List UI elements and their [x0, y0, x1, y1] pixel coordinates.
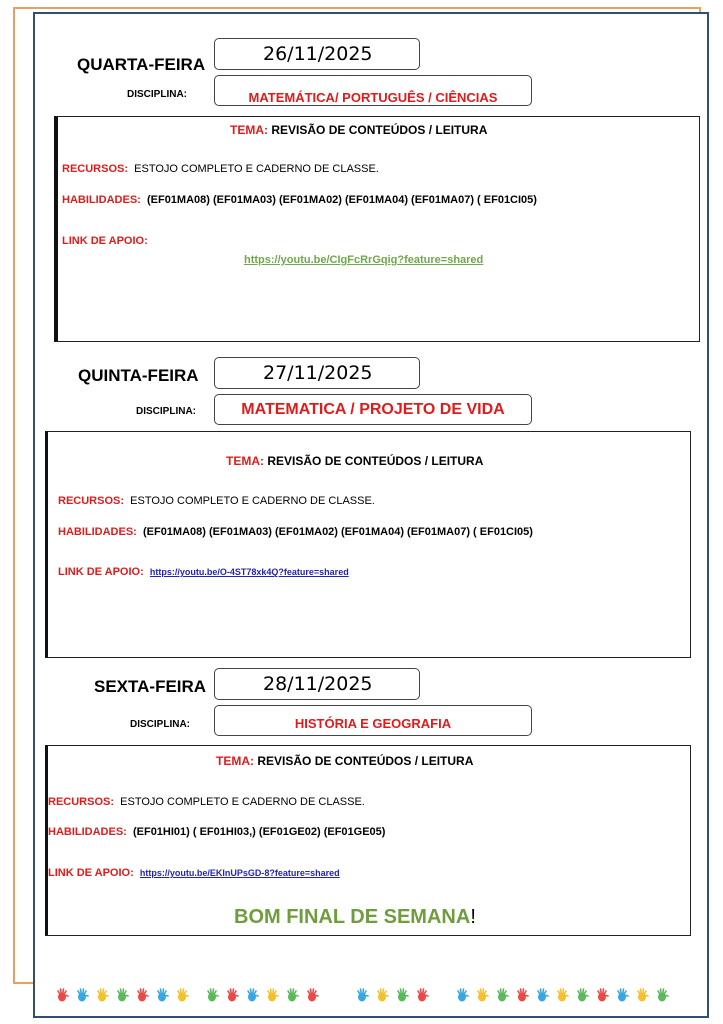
- lesson-panel: [45, 745, 691, 936]
- handprint-icon: [158, 989, 168, 1002]
- handprint-border: [54, 982, 686, 1006]
- closing-text: BOM FINAL DE SEMANA: [234, 906, 471, 928]
- handprint-icon: [118, 989, 128, 1002]
- closing-message: [234, 906, 476, 929]
- recursos-row: [58, 495, 375, 507]
- handprint-icon: [658, 989, 668, 1002]
- tema-row: [226, 454, 483, 468]
- handprint-icon: [578, 989, 588, 1002]
- handprint-icon: [58, 989, 68, 1002]
- tema-value: REVISÃO DE CONTEÚDOS / LEITURA: [271, 123, 488, 137]
- habilidades-label: HABILIDADES:: [58, 526, 137, 538]
- link-row: [48, 867, 340, 879]
- support-link[interactable]: https://youtu.be/O-4ST78xk4Q?feature=shared: [149, 567, 349, 577]
- recursos-label: RECURSOS:: [62, 163, 129, 175]
- discipline-label: DISCIPLINA:: [136, 406, 196, 417]
- handprint-icon: [178, 989, 188, 1002]
- weekday-title: QUARTA-FEIRA: [77, 55, 206, 74]
- handprint-icon: [78, 989, 88, 1002]
- lesson-panel: [45, 431, 691, 658]
- handprint-icon: [618, 989, 628, 1002]
- handprint-icon: [538, 989, 548, 1002]
- tema-label: TEMA:: [216, 754, 254, 768]
- handprint-icon: [248, 989, 258, 1002]
- handprint-icon: [498, 989, 508, 1002]
- weekday-title: QUINTA-FEIRA: [78, 366, 199, 385]
- recursos-row: [62, 163, 379, 175]
- recursos-label: RECURSOS:: [48, 796, 115, 808]
- handprint-icon: [288, 989, 298, 1002]
- handprint-icon: [378, 989, 388, 1002]
- handprint-icon: [138, 989, 148, 1002]
- link-label: LINK DE APOIO:: [48, 867, 134, 879]
- discipline-label: DISCIPLINA:: [127, 89, 187, 100]
- closing-punct: !: [470, 906, 476, 928]
- habilidades-row: [48, 826, 385, 838]
- discipline-box: MATEMÁTICA/ PORTUGUÊS / CIÊNCIAS: [214, 75, 532, 106]
- habilidades-label: HABILIDADES:: [62, 194, 141, 206]
- handprint-icon: [458, 989, 468, 1002]
- handprint-icon: [398, 989, 408, 1002]
- support-link[interactable]: https://youtu.be/CIgFcRrGqig?feature=shared: [244, 254, 484, 266]
- handprint-icon: [558, 989, 568, 1002]
- discipline-box: HISTÓRIA E GEOGRAFIA: [214, 705, 532, 736]
- weekday-title: SEXTA-FEIRA: [94, 677, 207, 696]
- habilidades-row: [62, 194, 537, 206]
- recursos-label: RECURSOS:: [58, 495, 125, 507]
- handprint-icon: [598, 989, 608, 1002]
- handprint-icon: [478, 989, 488, 1002]
- tema-label: TEMA:: [230, 123, 268, 137]
- handprint-icon: [228, 989, 238, 1002]
- habilidades-label: HABILIDADES:: [48, 826, 127, 838]
- handprint-icon: [358, 989, 368, 1002]
- link-label: LINK DE APOIO:: [58, 566, 144, 578]
- handprint-icon: [98, 989, 108, 1002]
- lesson-panel: [54, 116, 700, 342]
- handprint-icon: [268, 989, 278, 1002]
- link-row: [58, 566, 349, 578]
- recursos-value: ESTOJO COMPLETO E CADERNO DE CLASSE.: [120, 796, 365, 808]
- date-box: 27/11/2025: [214, 357, 420, 389]
- handprints-illustration: [54, 982, 686, 1006]
- handprint-icon: [638, 989, 648, 1002]
- tema-label: TEMA:: [226, 454, 264, 468]
- tema-row: [230, 123, 487, 137]
- handprint-icon: [208, 989, 218, 1002]
- recursos-value: ESTOJO COMPLETO E CADERNO DE CLASSE.: [134, 163, 379, 175]
- tema-row: [216, 754, 473, 768]
- date-box: 26/11/2025: [214, 38, 420, 70]
- discipline-box: MATEMATICA / PROJETO DE VIDA: [214, 394, 532, 425]
- habilidades-value: (EF01MA08) (EF01MA03) (EF01MA02) (EF01MA04) (EF01MA07) ( EF01CI05): [142, 526, 533, 538]
- support-link[interactable]: https://youtu.be/EKInUPsGD-8?feature=shared: [139, 868, 340, 878]
- discipline-label: DISCIPLINA:: [130, 719, 190, 730]
- tema-value: REVISÃO DE CONTEÚDOS / LEITURA: [267, 454, 484, 468]
- handprint-icon: [518, 989, 528, 1002]
- habilidades-row: [58, 526, 533, 538]
- link-label: LINK DE APOIO:: [62, 235, 148, 247]
- habilidades-value: (EF01HI01) ( EF01HI03,) (EF01GE02) (EF01GE05): [132, 826, 386, 838]
- handprint-icon: [308, 989, 318, 1002]
- habilidades-value: (EF01MA08) (EF01MA03) (EF01MA02) (EF01MA04) (EF01MA07) ( EF01CI05): [146, 194, 537, 206]
- tema-value: REVISÃO DE CONTEÚDOS / LEITURA: [257, 754, 474, 768]
- date-box: 28/11/2025: [214, 668, 420, 700]
- recursos-row: [48, 796, 365, 808]
- recursos-value: ESTOJO COMPLETO E CADERNO DE CLASSE.: [130, 495, 375, 507]
- handprint-icon: [418, 989, 428, 1002]
